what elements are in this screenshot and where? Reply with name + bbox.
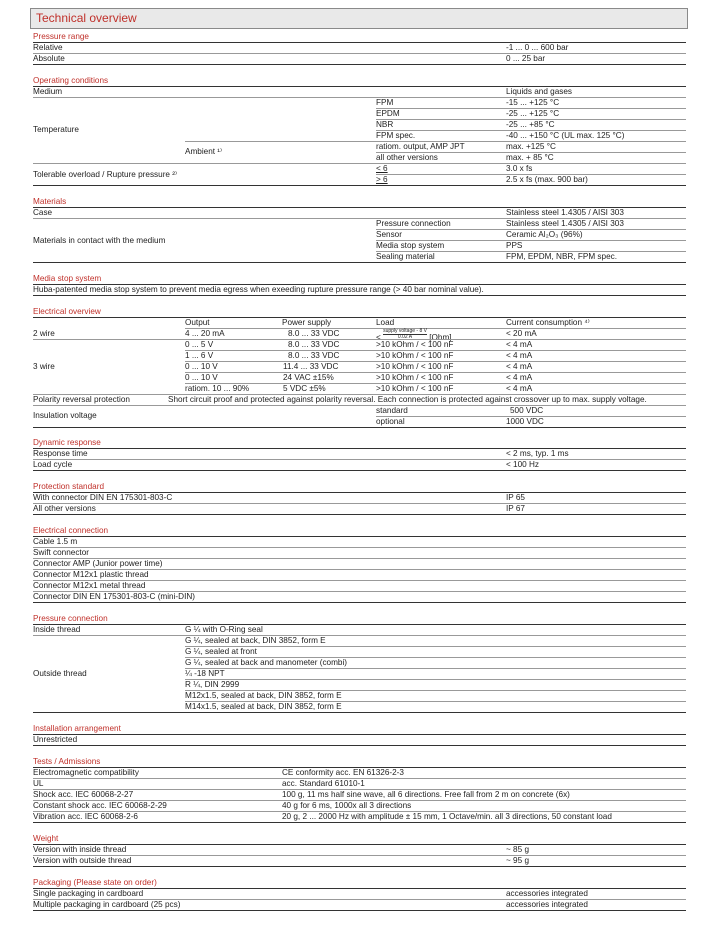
divider: [33, 624, 686, 625]
test-label: UL: [33, 779, 44, 788]
cell-output: 0 ... 10 V: [185, 373, 218, 382]
outside-thread-item: ¼ -18 NPT: [185, 669, 225, 678]
row-value: < 2 ms, typ. 1 ms: [506, 449, 569, 458]
temp-range: -25 ... +125 °C: [506, 109, 560, 118]
polarity-value: Short circuit proof and protected against polarity reversal. Each connection is protected against crossover up to max. supply voltage.: [168, 395, 647, 404]
cell-load: >10 kOhm / < 100 nF: [376, 373, 454, 382]
cell-output: ratiom. 10 ... 90%: [185, 384, 250, 393]
divider: [33, 97, 686, 98]
row-value: IP 67: [506, 504, 525, 513]
cell-load: >10 kOhm / < 100 nF: [376, 384, 454, 393]
test-value: 20 g, 2 ... 2000 Hz with amplitude ± 15 mm, 1 Octave/min. all 3 directions, 50 constant load: [282, 812, 612, 821]
row-label: All other versions: [33, 504, 96, 513]
three-wire-label: 3 wire: [33, 362, 55, 371]
outside-thread-item: M14x1.5, sealed at back, DIN 3852, form E: [185, 702, 342, 711]
section-heading-protection: Protection standard: [33, 482, 105, 491]
load-formula-numerator: supply voltage - 8 V: [383, 328, 427, 334]
ambient-condition: all other versions: [376, 153, 438, 162]
divider: [33, 822, 686, 823]
cell-current: < 4 mA: [506, 362, 533, 371]
divider: [33, 712, 686, 713]
page-title: Technical overview: [36, 11, 137, 25]
ambient-value: max. + 85 °C: [506, 153, 554, 162]
divider: [33, 64, 686, 65]
cell-load: >10 kOhm / < 100 nF: [376, 362, 454, 371]
temperature-label: Temperature: [33, 125, 79, 134]
packaging-label: Single packaging in cardboard: [33, 889, 144, 898]
contact-material: FPM, EPDM, NBR, FPM spec.: [506, 252, 617, 261]
contact-part: Sensor: [376, 230, 402, 239]
test-label: Vibration acc. IEC 60068-2-6: [33, 812, 138, 821]
weight-value: ~ 95 g: [506, 856, 529, 865]
test-label: Shock acc. IEC 60068-2-27: [33, 790, 134, 799]
cell-load: >10 kOhm / < 100 nF: [376, 340, 454, 349]
section-heading-media-stop: Media stop system: [33, 274, 102, 283]
packaging-label: Multiple packaging in cardboard (25 pcs): [33, 900, 181, 909]
insulation-option: optional: [376, 417, 405, 426]
divider: [33, 448, 686, 449]
packaging-value: accessories integrated: [506, 889, 588, 898]
cell-supply: 24 VAC ±15%: [283, 373, 334, 382]
contact-material: Ceramic Al₂O₃ (96%): [506, 230, 583, 239]
divider: [33, 866, 686, 867]
temp-material: NBR: [376, 120, 394, 129]
media-stop-text: Huba-patented media stop system to prevent media egress when exeeding rupture pressure range (> 40 bar nominal value).: [33, 285, 484, 294]
connection-item: Cable 1.5 m: [33, 537, 78, 546]
divider: [33, 163, 686, 164]
divider: [33, 405, 686, 406]
cell-load-formula: < $\frac{\text{supply voltage - 8 V}}{0.02 A}$ [Ohm]: [376, 328, 452, 342]
col-header-supply: Power supply: [282, 318, 332, 327]
test-value: CE conformity acc. EN 61326-2-3: [282, 768, 404, 777]
outside-thread-item: G ¼, sealed at front: [185, 647, 257, 656]
section-heading-tests: Tests / Admissions: [33, 757, 101, 766]
row-label: Response time: [33, 449, 88, 458]
row-value: < 100 Hz: [506, 460, 539, 469]
test-label: Constant shock acc. IEC 60068-2-29: [33, 801, 167, 810]
divider: [33, 602, 686, 603]
temp-range: -40 ... +150 °C (UL max. 125 °C): [506, 131, 625, 140]
divider: [185, 646, 686, 647]
contact-part: Pressure connection: [376, 219, 451, 228]
outside-thread-item: M12x1.5, sealed at back, DIN 3852, form E: [185, 691, 342, 700]
section-heading-pressure-connection: Pressure connection: [33, 614, 108, 623]
contact-material: PPS: [506, 241, 523, 250]
insulation-value: 500 VDC: [510, 406, 544, 415]
overload-range: < 6: [376, 164, 388, 173]
outside-thread-item: G ¼, sealed at back, DIN 3852, form E: [185, 636, 326, 645]
cell-output: 4 ... 20 mA: [185, 329, 225, 338]
divider: [33, 86, 686, 87]
temp-material: FPM: [376, 98, 394, 107]
divider: [33, 536, 686, 537]
polarity-label: Polarity reversal protection: [33, 395, 130, 404]
overload-range: > 6: [376, 175, 388, 184]
cell-load: >10 kOhm / < 100 nF: [376, 351, 454, 360]
divider: [33, 42, 686, 43]
insulation-value: 1000 VDC: [506, 417, 544, 426]
section-heading-installation: Installation arrangement: [33, 724, 121, 733]
row-label: Relative: [33, 43, 63, 52]
contact-material: Stainless steel 1.4305 / AISI 303: [506, 219, 624, 228]
section-heading-weight: Weight: [33, 834, 59, 843]
section-heading-electrical-overview: Electrical overview: [33, 307, 101, 316]
medium-label: Medium: [33, 87, 63, 96]
cell-supply: 8.0 ... 33 VDC: [288, 329, 340, 338]
cell-current: < 4 mA: [506, 373, 533, 382]
col-header-load: Load: [376, 318, 395, 327]
contact-part: Sealing material: [376, 252, 435, 261]
cell-current: < 20 mA: [506, 329, 537, 338]
divider: [33, 262, 686, 263]
cell-supply: 11.4 ... 33 VDC: [283, 362, 339, 371]
divider: [33, 844, 686, 845]
medium-value: Liquids and gases: [506, 87, 573, 96]
row-value: -1 ... 0 ... 600 bar: [506, 43, 569, 52]
overload-label: Tolerable overload / Rupture pressure ²⁾: [33, 170, 177, 179]
divider: [33, 459, 686, 460]
test-value: 40 g for 6 ms, 1000x all 3 directions: [282, 801, 412, 810]
cell-current: < 4 mA: [506, 384, 533, 393]
cell-output: 1 ... 6 V: [185, 351, 214, 360]
temp-range: -25 ... +85 °C: [506, 120, 555, 129]
section-heading-packaging: Packaging (Please state on order): [33, 878, 157, 887]
connection-item: Connector M12x1 plastic thread: [33, 570, 149, 579]
packaging-value: accessories integrated: [506, 900, 588, 909]
row-label: With connector DIN EN 175301-803-C: [33, 493, 173, 502]
section-heading-operating-conditions: Operating conditions: [33, 76, 109, 85]
outside-thread-item: G ¼, sealed at back and manometer (combi): [185, 658, 348, 667]
insulation-option: standard: [376, 406, 408, 415]
divider: [33, 514, 686, 515]
divider: [33, 547, 686, 548]
weight-label: Version with outside thread: [33, 856, 132, 865]
section-heading-electrical-connection: Electrical connection: [33, 526, 109, 535]
divider: [33, 185, 686, 186]
divider: [33, 734, 686, 735]
divider: [33, 503, 686, 504]
test-label: Electromagnetic compatibility: [33, 768, 140, 777]
cell-output: 0 ... 5 V: [185, 340, 214, 349]
contact-materials-label: Materials in contact with the medium: [33, 236, 166, 245]
temp-range: -15 ... +125 °C: [506, 98, 560, 107]
temp-material: FPM spec.: [376, 131, 416, 140]
ambient-condition: ratiom. output, AMP JPT: [376, 142, 465, 151]
weight-label: Version with inside thread: [33, 845, 127, 854]
row-label: Load cycle: [33, 460, 73, 469]
load-unit: [Ohm]: [429, 333, 452, 342]
cell-supply: 5 VDC ±5%: [283, 384, 326, 393]
load-formula-denominator: 0.02 A: [397, 334, 413, 340]
section-heading-dynamic-response: Dynamic response: [33, 438, 101, 447]
cell-supply: 8.0 ... 33 VDC: [288, 351, 340, 360]
divider: [185, 679, 686, 680]
connection-item: Connector M12x1 metal thread: [33, 581, 146, 590]
cell-current: < 4 mA: [506, 340, 533, 349]
divider: [33, 339, 686, 340]
overload-value: 2.5 x fs (max. 900 bar): [506, 175, 588, 184]
col-header-output: Output: [185, 318, 210, 327]
cell-supply: 8.0 ... 33 VDC: [288, 340, 340, 349]
divider: [33, 745, 686, 746]
temp-material: EPDM: [376, 109, 400, 118]
connection-item: Swift connector: [33, 548, 89, 557]
inside-thread-label: Inside thread: [33, 625, 81, 634]
section-heading-materials: Materials: [33, 197, 67, 206]
divider: [33, 53, 686, 54]
divider: [33, 635, 686, 636]
insulation-label: Insulation voltage: [33, 411, 97, 420]
ambient-value: max. +125 °C: [506, 142, 556, 151]
connection-item: Connector AMP (Junior power time): [33, 559, 163, 568]
contact-part: Media stop system: [376, 241, 445, 250]
two-wire-label: 2 wire: [33, 329, 55, 338]
title-banner: [30, 8, 688, 29]
connection-item: Connector DIN EN 175301-803-C (mini-DIN): [33, 592, 195, 601]
case-value: Stainless steel 1.4305 / AISI 303: [506, 208, 624, 217]
divider: [33, 910, 686, 911]
inside-thread-value: G ¼ with O-Ring seal: [185, 625, 263, 634]
section-heading-pressure-range: Pressure range: [33, 32, 89, 41]
col-header-current: Current consumption ⁴⁾: [506, 318, 590, 327]
test-value: 100 g, 11 ms half sine wave, all 6 directions. Free fall from 2 m on concrete (6x): [282, 790, 570, 799]
outside-thread-item: R ¼, DIN 2999: [185, 680, 240, 689]
installation-value: Unrestricted: [33, 735, 78, 744]
test-value: acc. Standard 61010-1: [282, 779, 365, 788]
cell-output: 0 ... 10 V: [185, 362, 218, 371]
ambient-label: Ambient ¹⁾: [185, 147, 223, 156]
divider: [33, 295, 686, 296]
divider: [185, 668, 686, 669]
row-label: Absolute: [33, 54, 65, 63]
outside-thread-label: Outside thread: [33, 669, 87, 678]
row-value: IP 65: [506, 493, 525, 502]
divider: [33, 427, 686, 428]
weight-value: ~ 85 g: [506, 845, 529, 854]
row-value: 0 ... 25 bar: [506, 54, 546, 63]
cell-current: < 4 mA: [506, 351, 533, 360]
divider: [33, 470, 686, 471]
overload-value: 3.0 x fs: [506, 164, 533, 173]
case-label: Case: [33, 208, 53, 217]
